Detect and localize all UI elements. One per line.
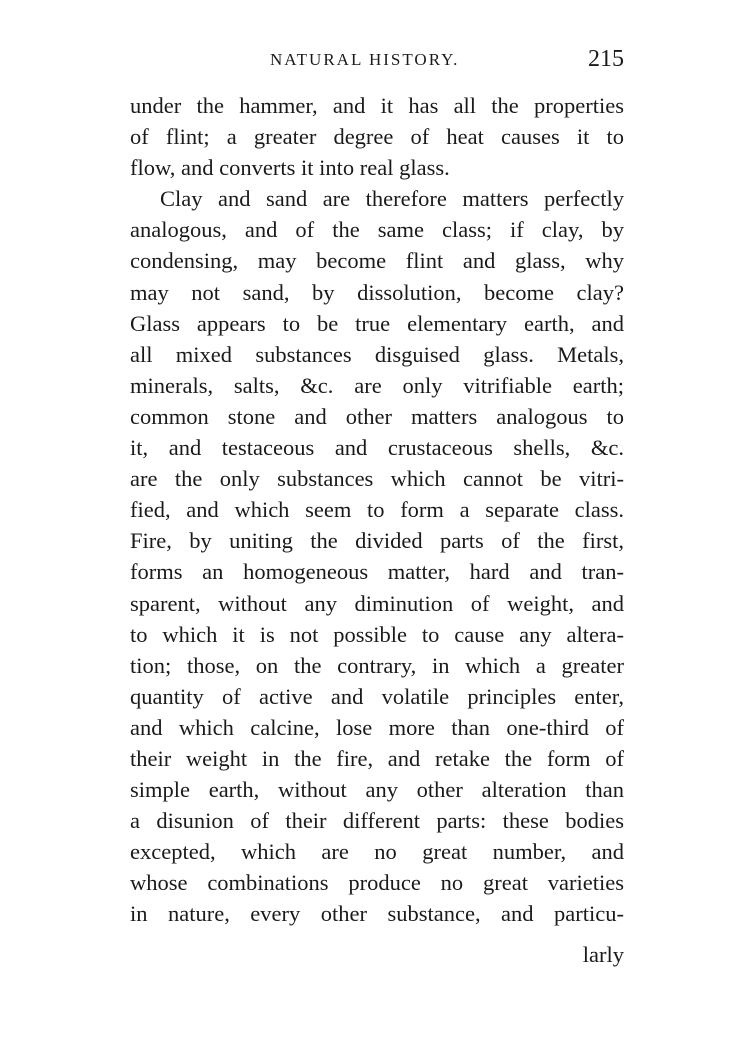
text-line: tion; those, on the contrary, in which a greater: [130, 652, 624, 678]
running-title: NATURAL HISTORY.: [270, 50, 460, 69]
text-line: may not sand, by dissolution, become clay?: [130, 279, 624, 305]
page-header: [130, 46, 624, 76]
body-text: [130, 90, 624, 930]
text-line: whose combinations produce no great varieties: [130, 870, 624, 896]
text-line: fied, and which seem to form a separate class.: [130, 497, 624, 523]
text-line: forms an homogeneous matter, hard and tran-: [130, 559, 624, 585]
page-number: 215: [588, 46, 624, 72]
text-line: Glass appears to be true elementary earth, and: [130, 310, 624, 336]
text-line: sparent, without any diminution of weight, and: [130, 590, 624, 616]
catchword: larly: [582, 942, 624, 967]
text-line: quantity of active and volatile principles enter,: [130, 683, 624, 709]
text-line: excepted, which are no great number, and: [130, 839, 624, 865]
text-line: to which it is not possible to cause any altera-: [130, 621, 624, 647]
text-line: are the only substances which cannot be vitri-: [130, 466, 624, 492]
text-line: Fire, by uniting the divided parts of the first,: [130, 528, 624, 554]
text-line: simple earth, without any other alteration than: [130, 777, 624, 803]
text-line: their weight in the fire, and retake the form of: [130, 745, 624, 771]
text-line: and which calcine, lose more than one-third of: [130, 714, 624, 740]
text-line: in nature, every other substance, and particu-: [130, 901, 624, 927]
text-line: it, and testaceous and crustaceous shells, &c.: [130, 435, 624, 461]
text-line: flow, and converts it into real glass.: [130, 155, 450, 181]
text-line: all mixed substances disguised glass. Metals,: [130, 341, 624, 367]
text-line: common stone and other matters analogous to: [130, 403, 624, 429]
text-line: under the hammer, and it has all the properties: [130, 93, 624, 118]
text-line: Clay and sand are therefore matters perfectly: [160, 186, 624, 212]
text-line: of flint; a greater degree of heat causes it to: [130, 124, 624, 150]
text-line: minerals, salts, &c. are only vitrifiable earth;: [130, 372, 624, 398]
text-line: condensing, may become flint and glass, why: [130, 248, 624, 274]
text-line: a disunion of their different parts: these bodies: [130, 808, 624, 834]
text-line: analogous, and of the same class; if clay, by: [130, 217, 624, 243]
